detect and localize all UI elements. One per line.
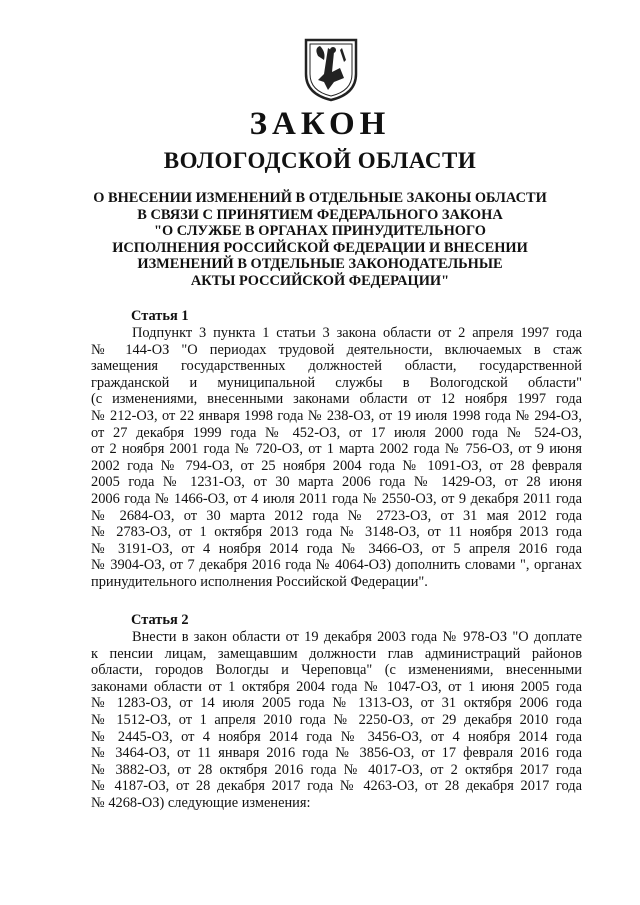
article-line: № 1512-ОЗ, от 1 апреля 2010 года № 2250-ОЗ, от 29 декабря 2010 года	[91, 711, 582, 728]
subtitle-line: О ВНЕСЕНИИ ИЗМЕНЕНИЙ В ОТДЕЛЬНЫЕ ЗАКОНЫ ОБЛАСТИ	[93, 190, 547, 206]
subtitle-line: ИСПОЛНЕНИЯ РОССИЙСКОЙ ФЕДЕРАЦИИ И ВНЕСЕНИИ	[112, 239, 528, 256]
article-line: № 212-ОЗ, от 22 января 1998 года № 238-ОЗ, от 19 июля 1998 года № 294-ОЗ,	[91, 407, 582, 424]
article-line: принудительного исполнения Российской Федерации".	[91, 573, 428, 590]
article-1-title: Статья 1	[131, 308, 189, 324]
article-line: гражданской и муниципальной службы в Вологодской области"	[91, 374, 582, 391]
subtitle-line: АКТЫ РОССИЙСКОЙ ФЕДЕРАЦИИ"	[190, 272, 450, 289]
article-line: 2006 года № 1466-ОЗ, от 4 июля 2011 года № 2550-ОЗ, от 9 декабря 2011 года	[91, 490, 582, 507]
subtitle-line: ИЗМЕНЕНИЙ В ОТДЕЛЬНЫЕ ЗАКОНОДАТЕЛЬНЫЕ	[137, 256, 503, 273]
article-line: № 2445-ОЗ, от 4 ноября 2014 года № 3456-ОЗ, от 4 ноября 2014 года	[91, 728, 582, 745]
article-line: области, городов Вологды и Череповца" (с изменениями, внесенными	[91, 662, 582, 679]
article-line: № 3464-ОЗ, от 11 января 2016 года № 3856-ОЗ, от 17 февраля 2016 года	[91, 745, 582, 762]
article-line: Внести в закон области от 19 декабря 2003 года № 978-ОЗ "О доплате	[132, 629, 582, 645]
article-line: № 3191-ОЗ, от 4 ноября 2014 года № 3466-ОЗ, от 5 апреля 2016 года	[91, 540, 582, 557]
law-subtitle	[80, 190, 560, 290]
article-line: № 4268-ОЗ) следующие изменения:	[91, 794, 311, 811]
article-line: № 4187-ОЗ, от 28 декабря 2017 года № 4263-ОЗ, от 28 декабря 2017 года	[91, 778, 582, 795]
article-2-body	[91, 629, 582, 812]
article-line: к пенсии лицам, замещавшим должности глав администраций районов	[91, 645, 582, 662]
article-line: от 2 ноября 2001 года № 720-ОЗ, от 1 марта 2002 года № 756-ОЗ, от 9 июня	[91, 441, 582, 458]
subtitle-line: В СВЯЗИ С ПРИНЯТИЕМ ФЕДЕРАЛЬНОГО ЗАКОНА	[137, 206, 503, 223]
article-line: № 144-ОЗ "О периодах трудовой деятельности, включаемых в стаж	[91, 341, 582, 358]
article-1-body	[91, 325, 582, 591]
region-title: ВОЛОГОДСКОЙ ОБЛАСТИ	[163, 148, 477, 173]
law-title: ЗАКОН	[249, 106, 391, 142]
article-line: № 3882-ОЗ, от 28 октября 2016 года № 4017-ОЗ, от 2 октября 2017 года	[91, 761, 582, 778]
coat-of-arms-icon	[304, 38, 358, 102]
article-line: Подпункт 3 пункта 1 статьи 3 закона области от 2 апреля 1997 года	[132, 325, 582, 341]
article-line: № 2684-ОЗ, от 30 марта 2012 года № 2723-ОЗ, от 31 мая 2012 года	[91, 507, 582, 524]
article-line: 2002 года № 794-ОЗ, от 25 ноября 2004 года № 1091-ОЗ, от 28 февраля	[91, 457, 582, 474]
article-line: 2005 года № 1231-ОЗ, от 30 марта 2006 года № 1429-ОЗ, от 28 июня	[91, 474, 582, 491]
article-line: № 1283-ОЗ, от 14 июля 2005 года № 1313-ОЗ, от 31 октября 2006 года	[91, 695, 582, 712]
article-line: № 3904-ОЗ, от 7 декабря 2016 года № 4064-ОЗ) дополнить словами ", органах	[91, 557, 582, 574]
article-line: законами области от 1 октября 2004 года № 1047-ОЗ, от 1 июня 2005 года	[91, 678, 582, 695]
article-line: замещения государственных должностей области, государственной	[91, 358, 582, 375]
article-line: № 2783-ОЗ, от 1 октября 2013 года № 3148-ОЗ, от 11 ноября 2013 года	[91, 524, 582, 541]
article-2-title: Статья 2	[131, 612, 189, 628]
article-line: от 27 декабря 1999 года № 452-ОЗ, от 17 июля 2000 года № 524-ОЗ,	[91, 424, 582, 441]
subtitle-line: "О СЛУЖБЕ В ОРГАНАХ ПРИНУДИТЕЛЬНОГО	[154, 223, 486, 240]
article-line: (с изменениями, внесенными законами области от 12 ноября 1997 года	[91, 391, 582, 408]
